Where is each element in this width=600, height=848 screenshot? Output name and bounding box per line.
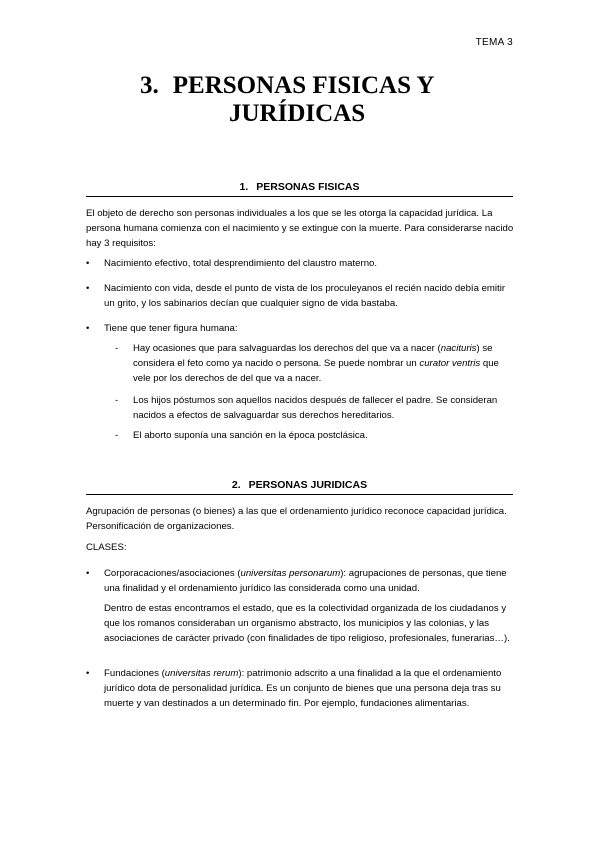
sub-list-item	[115, 428, 515, 443]
list-item-text: Tiene que tener figura humana:	[104, 323, 238, 334]
latin-term: nacituris	[440, 343, 477, 354]
clases-label: CLASES:	[86, 542, 127, 553]
page-header-tag: TEMA 3	[475, 37, 513, 48]
list-item-text: Nacimiento con vida, desde el punto de vista de los proculeyanos el recién nacido debía emitir un grito, y los sabinarios decían que cualquier signo de vida bastaba.	[104, 283, 506, 309]
list-item-detail-paragraph: Dentro de estas encontramos el estado, que es la colectividad organizada de los ciudadanos y que los romanos consideraban un organismo abstracto, los municipios y las colonias, y las asociaciones de carácter privado (con finalidades de tipo religioso, profesionales, funerarias…).	[104, 603, 510, 644]
section-title: PERSONAS JURIDICAS	[248, 479, 368, 491]
list-item-text	[104, 666, 516, 711]
sub-list-item-text: El aborto suponía una sanción en la época postclásica.	[133, 430, 368, 441]
title-line-2: JURÍDICAS	[229, 100, 366, 127]
text-run: Fundaciones (	[104, 668, 165, 679]
list-item	[86, 321, 516, 336]
latin-term: universitas rerum	[164, 668, 239, 679]
section-number: 2.	[231, 479, 241, 491]
section-title: PERSONAS FISICAS	[256, 181, 360, 193]
section2-intro-paragraph: Agrupación de personas (o bienes) a las que el ordenamiento jurídico reconoce capacidad jurídica. Personificación de organizaciones.	[86, 506, 507, 532]
bullet-marker: •	[86, 668, 90, 679]
dash-marker: -	[115, 343, 119, 354]
title-number: 3.	[140, 72, 159, 99]
latin-term: universitas personarum	[240, 568, 341, 579]
section-number: 1.	[239, 181, 249, 193]
text-run: Hay ocasiones que para salvaguardas los derechos del que va a nacer (	[133, 343, 441, 354]
title-text-1: PERSONAS FISICAS Y	[172, 72, 435, 99]
text-run: que vele por los derechos de del que va a nacer.	[133, 358, 499, 384]
section-heading-personas-juridicas	[86, 479, 513, 495]
section1-intro-paragraph: El objeto de derecho son personas individuales a los que se les otorga la capacidad jurídica. La persona humana comienza con el nacimiento y se extingue con la muerte. Para considerarse nacido hay 3 requisitos:	[86, 208, 514, 249]
text-run: ): agrupaciones de personas, que tiene una finalidad y el ordenamiento jurídico las considerada como una unidad.	[104, 568, 507, 594]
list-item	[86, 566, 516, 596]
dash-marker: -	[115, 395, 119, 406]
section-heading-personas-fisicas	[86, 181, 513, 197]
list-item	[86, 281, 516, 311]
bullet-marker: •	[86, 258, 90, 269]
list-item	[86, 666, 516, 711]
sub-list-item	[115, 393, 515, 423]
bullet-marker: •	[86, 568, 90, 579]
latin-term: curator ventris	[419, 358, 481, 369]
document-title	[140, 72, 470, 128]
text-run: ): patrimonio adscrito a una finalidad a la que el ordenamiento jurídico dota de personalidad jurídica. Es un conjunto de bienes que una persona deja tras su muerte y van destinados a un determinado fin. Por ejemplo, fundaciones alimentarias.	[104, 668, 502, 709]
list-item-text: Nacimiento efectivo, total desprendimiento del claustro materno.	[104, 258, 378, 269]
list-item-text	[104, 566, 516, 596]
bullet-marker: •	[86, 283, 90, 294]
title-line-1	[140, 72, 470, 100]
dash-marker: -	[115, 430, 119, 441]
bullet-marker: •	[86, 323, 90, 334]
text-run: Corporacaciones/asociaciones (	[104, 568, 241, 579]
text-run: ) se considera el feto como ya nacido o persona. Se puede nombrar un	[133, 343, 493, 369]
list-item	[86, 256, 516, 271]
sub-list-item	[115, 341, 515, 386]
sub-list-item-text	[133, 341, 515, 386]
sub-list-item-text: Los hijos póstumos son aquellos nacidos después de fallecer el padre. Se consideran nacidos a efectos de salvaguardar sus derechos hereditarios.	[133, 395, 498, 421]
